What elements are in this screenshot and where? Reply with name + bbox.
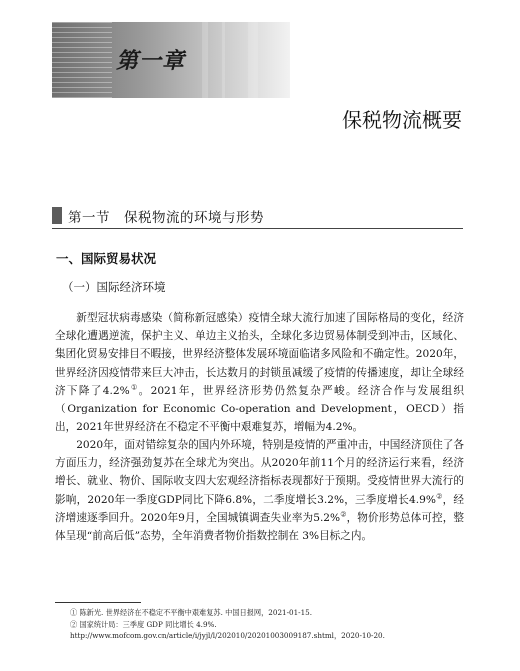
paragraph-2-text-c: ，物价形势总体可控，整体呈现“前高后低”态势，全年消费者物价指数控制在 3%目标之内。 <box>55 511 464 543</box>
footnote-ref-1: ① <box>129 383 139 392</box>
footnote-divider <box>55 602 141 603</box>
subheading: （一）国际经济环境 <box>62 280 166 294</box>
banner-stripe <box>222 22 225 98</box>
heading: 一、国际贸易状况 <box>56 251 157 266</box>
paragraph-1-text-a: 新型冠状病毒感染（简称新冠感染）疫情全球大流行加速了国际格局的变化，经济全球化遭遇逆流，保护主义、单边主义抬头，全球化多边贸易体制受到冲击，区域化、集团化贸易安排目不暇接，世界经济整体发展环境面临诸多风险和不确定性。2020年，世界经济因疫情带来巨大冲击，长达数月的封锁虽减缓了疫情的传播速度，却让全球经济下降了4.2% <box>55 312 464 397</box>
paragraph-1 <box>55 309 464 436</box>
banner-stripe <box>248 22 258 98</box>
section-divider <box>52 228 463 229</box>
footnote-ref-2a: ② <box>435 492 443 501</box>
paragraph-2-text-b: ，经济增速逐季回升。2020年9月，全国城镇调查失业率为5.2% <box>55 493 464 524</box>
chapter-label: 第一章 <box>116 49 186 74</box>
section-title: 第一节 保税物流的环境与形势 <box>68 210 264 226</box>
paragraph-2 <box>55 436 464 545</box>
footnote-ref-2b: ② <box>340 510 347 519</box>
footnote-2: ② 国家统计局：三季度 GDP 同比增长 4.9%. http://www.mofcom.gov.cn/article/i/jyjl/l/202010/20201003009187.shtml，2020-10-20. <box>70 620 385 640</box>
paragraph-2-text-a: 2020年，面对错综复杂的国内外环境，特别是疫情的严重冲击，中国经济顶住了各方面压力，经济强劲复苏在全球尤为突出。从2020年前11个月的经济运行来看，经济增长、就业、物价、国际收支四大宏观经济指标表现都好于预期。受疫情世界大流行的影响，2020年一季度GDP同比下降6.8%，二季度增长3.2%，三季度增长4.9% <box>55 439 464 506</box>
section-marker <box>52 207 62 224</box>
footnote-1: ① 陈新光. 世界经济在不稳定不平衡中艰难复苏. 中国日报网，2021-01-15. <box>70 608 313 617</box>
banner-stripe <box>202 22 208 98</box>
chapter-title: 保税物流概要 <box>342 108 462 132</box>
paragraph-1-text-b: 。2021年，世界经济形势仍然复杂严峻。经济合作与发展组织（Organization for Economic Co-operation and Development，OECD）指出，2021年世界经济在不稳定不平衡中艰难复苏，增幅为4.2%。 <box>55 384 464 434</box>
banner-texture <box>52 22 112 98</box>
